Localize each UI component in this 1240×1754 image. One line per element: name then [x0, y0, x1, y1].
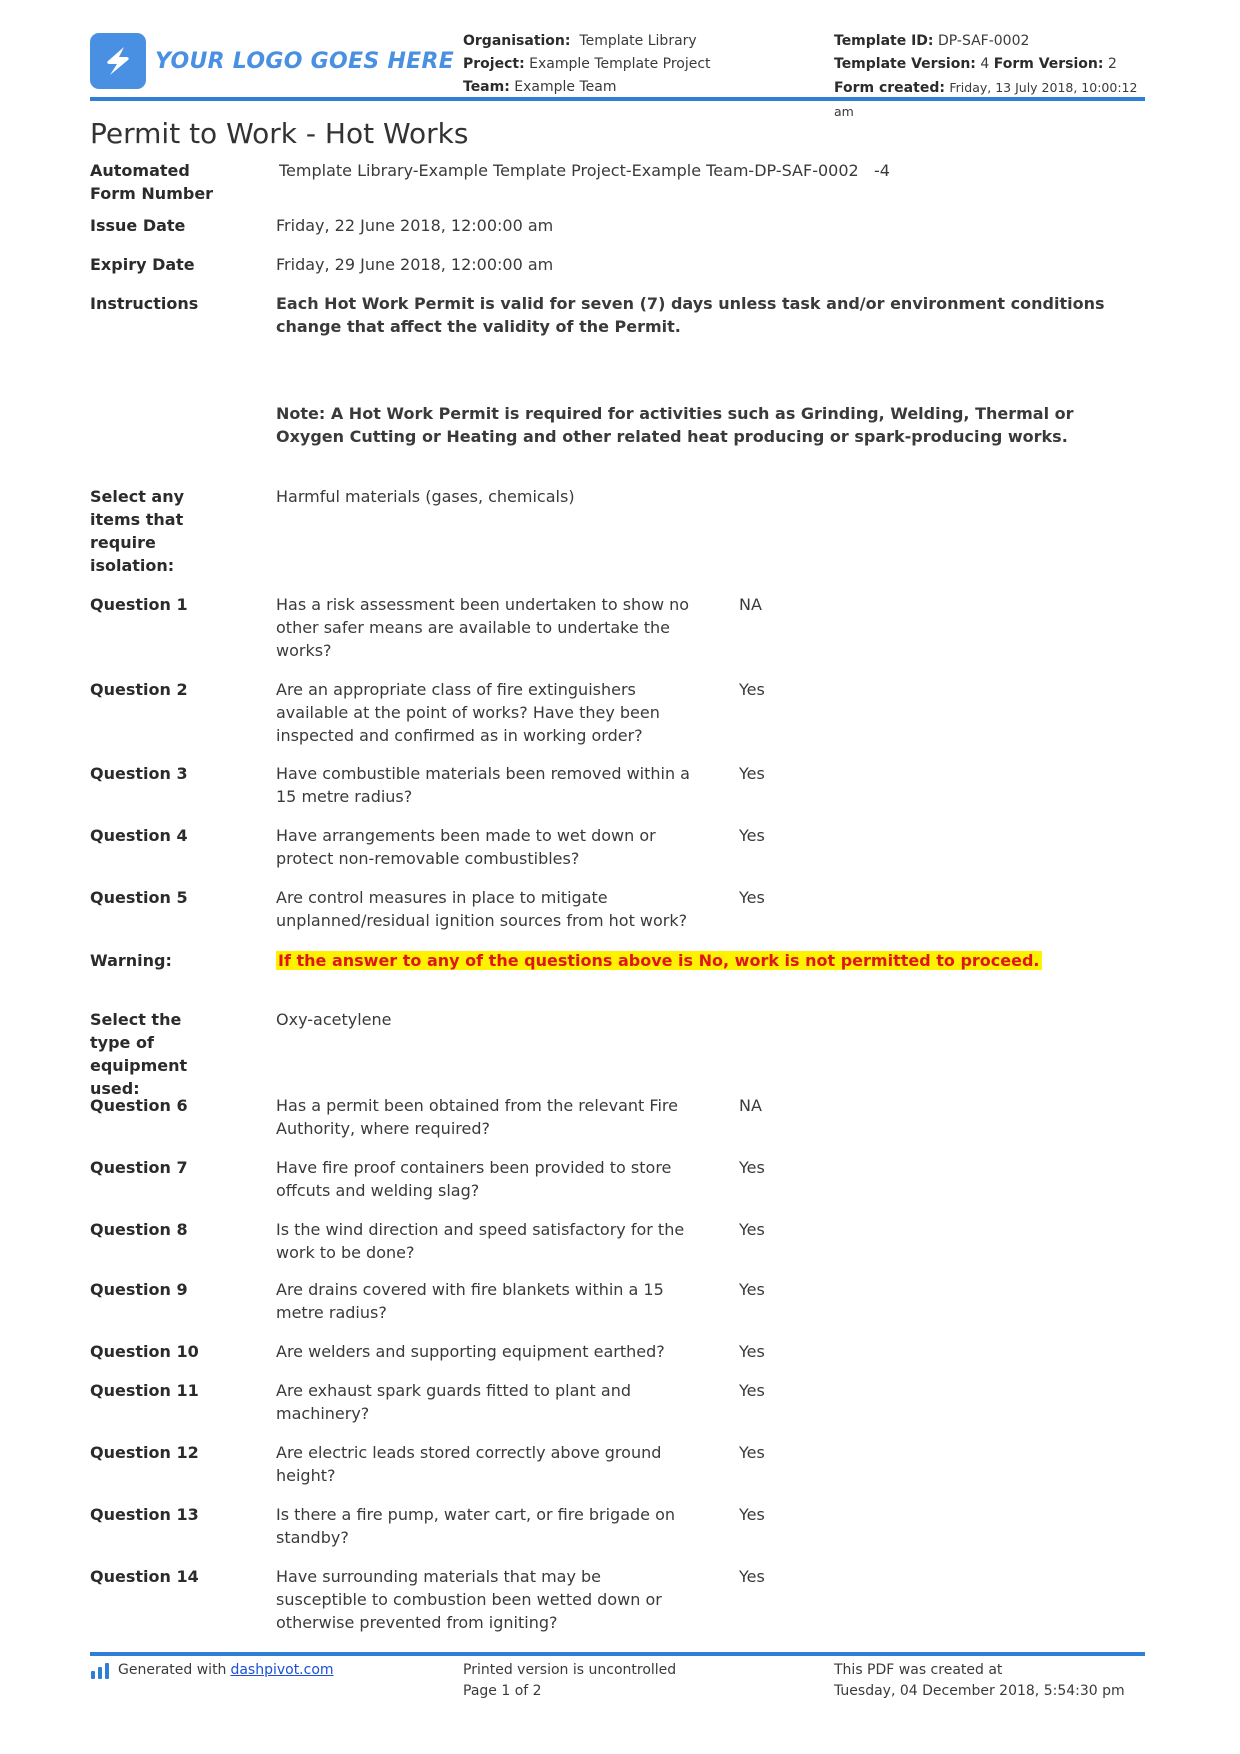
question-text: Is the wind direction and speed satisfactory for the work to be done?	[276, 1220, 685, 1262]
question-text: Have surrounding materials that may be susceptible to combustion been wetted down or otherwise prevented from igniting?	[276, 1567, 662, 1632]
question-answer: Yes	[739, 1280, 765, 1299]
template-id-label: Template ID:	[834, 33, 934, 49]
page-title: Permit to Work - Hot Works	[90, 117, 469, 150]
question-text: Have fire proof containers been provided to store offcuts and welding slag?	[276, 1158, 672, 1200]
form-created-value: Friday, 13 July 2018, 10:00:12 am	[834, 80, 1138, 119]
question-answer: Yes	[739, 1220, 765, 1239]
issue-date-label: Issue Date	[90, 216, 186, 235]
question-text: Have combustible materials been removed within a 15 metre radius?	[276, 764, 690, 806]
question-answer: NA	[739, 1096, 762, 1115]
form-created-label: Form created:	[834, 80, 945, 96]
question-label: Question 13	[90, 1505, 199, 1524]
question-answer: Yes	[739, 1443, 765, 1462]
equipment-label: Select the type of equipment used:	[90, 1010, 188, 1098]
question-text: Are an appropriate class of fire extinguishers available at the point of works? Have they been inspected and confirmed as in working order?	[276, 680, 660, 745]
expiry-date-label: Expiry Date	[90, 255, 195, 274]
team-label: Team:	[463, 79, 510, 95]
team-value: Example Team	[514, 79, 617, 95]
question-label: Question 12	[90, 1443, 199, 1462]
form-version-value: 2	[1107, 56, 1117, 72]
warning-highlight-text: If the answer to any of the questions above is No, work is not permitted to proceed.	[278, 951, 1040, 970]
dashpivot-icon	[90, 1662, 112, 1680]
question-label: Question 3	[90, 764, 188, 783]
form-version-label: Form Version:	[993, 56, 1104, 72]
template-version-value: 4	[980, 56, 990, 72]
logo-icon	[90, 33, 146, 89]
form-number-value: Template Library-Example Template Project-Example Team-DP-SAF-0002 -4	[279, 161, 890, 180]
question-answer: Yes	[739, 826, 765, 845]
question-label: Question 11	[90, 1381, 199, 1400]
generated-with	[90, 1660, 334, 1681]
question-answer: Yes	[739, 1567, 765, 1586]
question-label: Question 6	[90, 1096, 188, 1115]
question-text: Are electric leads stored correctly above ground height?	[276, 1443, 662, 1485]
logo-text: YOUR LOGO GOES HERE	[155, 48, 455, 74]
question-label: Question 8	[90, 1220, 188, 1239]
question-answer: Yes	[739, 888, 765, 907]
question-label: Question 5	[90, 888, 188, 907]
pdf-created-label: This PDF was created at	[834, 1662, 1003, 1678]
dashpivot-link[interactable]: dashpivot.com	[230, 1662, 334, 1678]
question-text: Have arrangements been made to wet down or protect non-removable combustibles?	[276, 826, 656, 868]
question-answer: Yes	[739, 764, 765, 783]
question-label: Question 2	[90, 680, 188, 699]
isolation-label: Select any items that require isolation:	[90, 487, 185, 575]
header-divider	[90, 97, 1145, 101]
question-answer: Yes	[739, 1505, 765, 1524]
question-label: Question 10	[90, 1342, 199, 1361]
instructions-label: Instructions	[90, 294, 199, 313]
warning-label: Warning:	[90, 951, 172, 970]
header-template-info	[834, 30, 1145, 124]
instructions-validity-text: Each Hot Work Permit is valid for seven (7) days unless task and/or environment conditions change that affect the validity of the Permit.	[276, 294, 1105, 336]
question-label: Question 9	[90, 1280, 188, 1299]
equipment-value: Oxy-acetylene	[276, 1010, 392, 1029]
organisation-label: Organisation:	[463, 33, 571, 49]
generated-prefix: Generated with	[118, 1662, 227, 1678]
question-text: Are exhaust spark guards fitted to plant and machinery?	[276, 1381, 631, 1423]
print-info	[463, 1660, 676, 1702]
question-text: Are welders and supporting equipment earthed?	[276, 1342, 665, 1361]
question-answer: Yes	[739, 680, 765, 699]
instructions-note-text: Note: A Hot Work Permit is required for activities such as Grinding, Welding, Thermal or Oxygen Cutting or Heating and other related heat producing or spark-producing works.	[276, 404, 1074, 446]
header-project-info	[463, 30, 711, 99]
question-label: Question 14	[90, 1567, 199, 1586]
question-answer: Yes	[739, 1381, 765, 1400]
footer-divider	[90, 1652, 1145, 1656]
question-text: Are control measures in place to mitigate unplanned/residual ignition sources from hot work?	[276, 888, 688, 930]
pdf-created-info	[834, 1660, 1125, 1702]
project-label: Project:	[463, 56, 525, 72]
question-label: Question 1	[90, 595, 188, 614]
question-label: Question 7	[90, 1158, 188, 1177]
expiry-date-value: Friday, 29 June 2018, 12:00:00 am	[276, 255, 554, 274]
project-value: Example Template Project	[529, 56, 711, 72]
question-answer: Yes	[739, 1158, 765, 1177]
question-answer: NA	[739, 595, 762, 614]
question-text: Are drains covered with fire blankets within a 15 metre radius?	[276, 1280, 664, 1322]
isolation-value: Harmful materials (gases, chemicals)	[276, 487, 575, 506]
page-number: Page 1 of 2	[463, 1683, 542, 1699]
pdf-created-value: Tuesday, 04 December 2018, 5:54:30 pm	[834, 1683, 1125, 1699]
organisation-value: Template Library	[579, 33, 697, 49]
template-version-label: Template Version:	[834, 56, 976, 72]
uncontrolled-note: Printed version is uncontrolled	[463, 1662, 677, 1678]
question-text: Is there a fire pump, water cart, or fire brigade on standby?	[276, 1505, 676, 1547]
question-label: Question 4	[90, 826, 188, 845]
template-id-value: DP-SAF-0002	[937, 33, 1030, 49]
question-text: Has a risk assessment been undertaken to show no other safer means are available to undertake the works?	[276, 595, 690, 660]
question-text: Has a permit been obtained from the relevant Fire Authority, where required?	[276, 1096, 678, 1138]
page-header	[90, 0, 1145, 119]
question-answer: Yes	[739, 1342, 765, 1361]
company-logo	[90, 32, 455, 90]
form-number-label: Automated Form Number	[90, 161, 214, 203]
issue-date-value: Friday, 22 June 2018, 12:00:00 am	[276, 216, 554, 235]
